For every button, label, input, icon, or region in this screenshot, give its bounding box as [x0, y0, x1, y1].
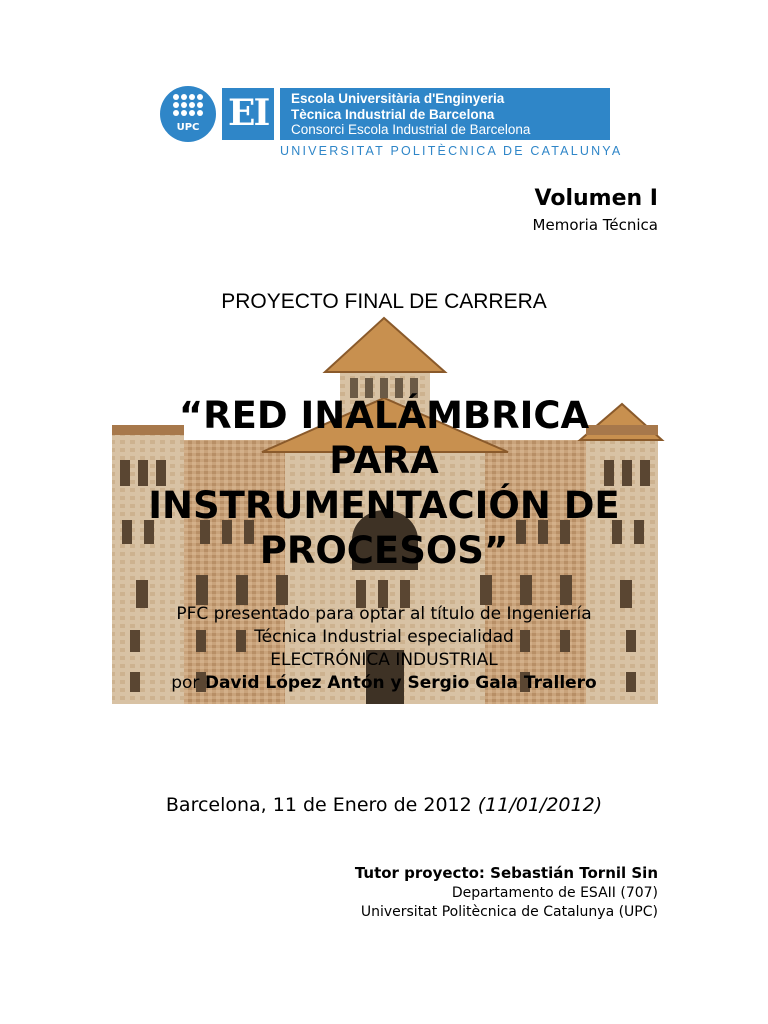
date-line	[0, 794, 768, 816]
school-name-line3: Consorci Escola Industrial de Barcelona	[291, 122, 531, 137]
ei-logo-text: EI	[228, 92, 269, 134]
project-title-line1: “RED INALÁMBRICA	[178, 394, 590, 437]
presentation-line1: PFC presentado para optar al título de Ingeniería	[176, 604, 592, 624]
university-name: UNIVERSITAT POLITÈCNICA DE CATALUNYA	[280, 144, 623, 158]
volume-title: Volumen I	[534, 186, 658, 211]
presentation-block	[100, 603, 668, 695]
tutor-affiliation	[361, 884, 658, 922]
by-label: por	[171, 673, 200, 693]
tutor-line: Tutor proyecto: Sebastián Tornil Sin	[354, 864, 658, 882]
project-title-line3: INSTRUMENTACIÓN DE	[148, 484, 620, 527]
project-title-line2: PARA	[329, 439, 439, 482]
project-title	[100, 393, 668, 573]
project-title-line4: PROCESOS”	[259, 529, 509, 572]
presentation-line3: ELECTRÓNICA INDUSTRIAL	[270, 650, 498, 670]
school-name-line2: Tècnica Industrial de Barcelona	[291, 107, 495, 122]
volume-subtitle: Memoria Técnica	[532, 216, 658, 234]
school-name-line1: Escola Universitària d'Enginyeria	[291, 91, 505, 106]
authors: David López Antón y Sergio Gala Trallero	[204, 673, 597, 693]
date-text: Barcelona, 11 de Enero de 2012	[165, 794, 472, 816]
presentation-line2: Técnica Industrial especialidad	[254, 627, 514, 647]
presentation-authors-line	[100, 672, 668, 695]
tutor-university: Universitat Politècnica de Catalunya (UPC)	[360, 904, 658, 920]
date-iso: (11/01/2012)	[477, 794, 603, 816]
tutor-department: Departamento de ESAII (707)	[451, 885, 658, 901]
upc-logo-text: UPC	[176, 122, 200, 133]
project-type: PROYECTO FINAL DE CARRERA	[221, 290, 547, 313]
